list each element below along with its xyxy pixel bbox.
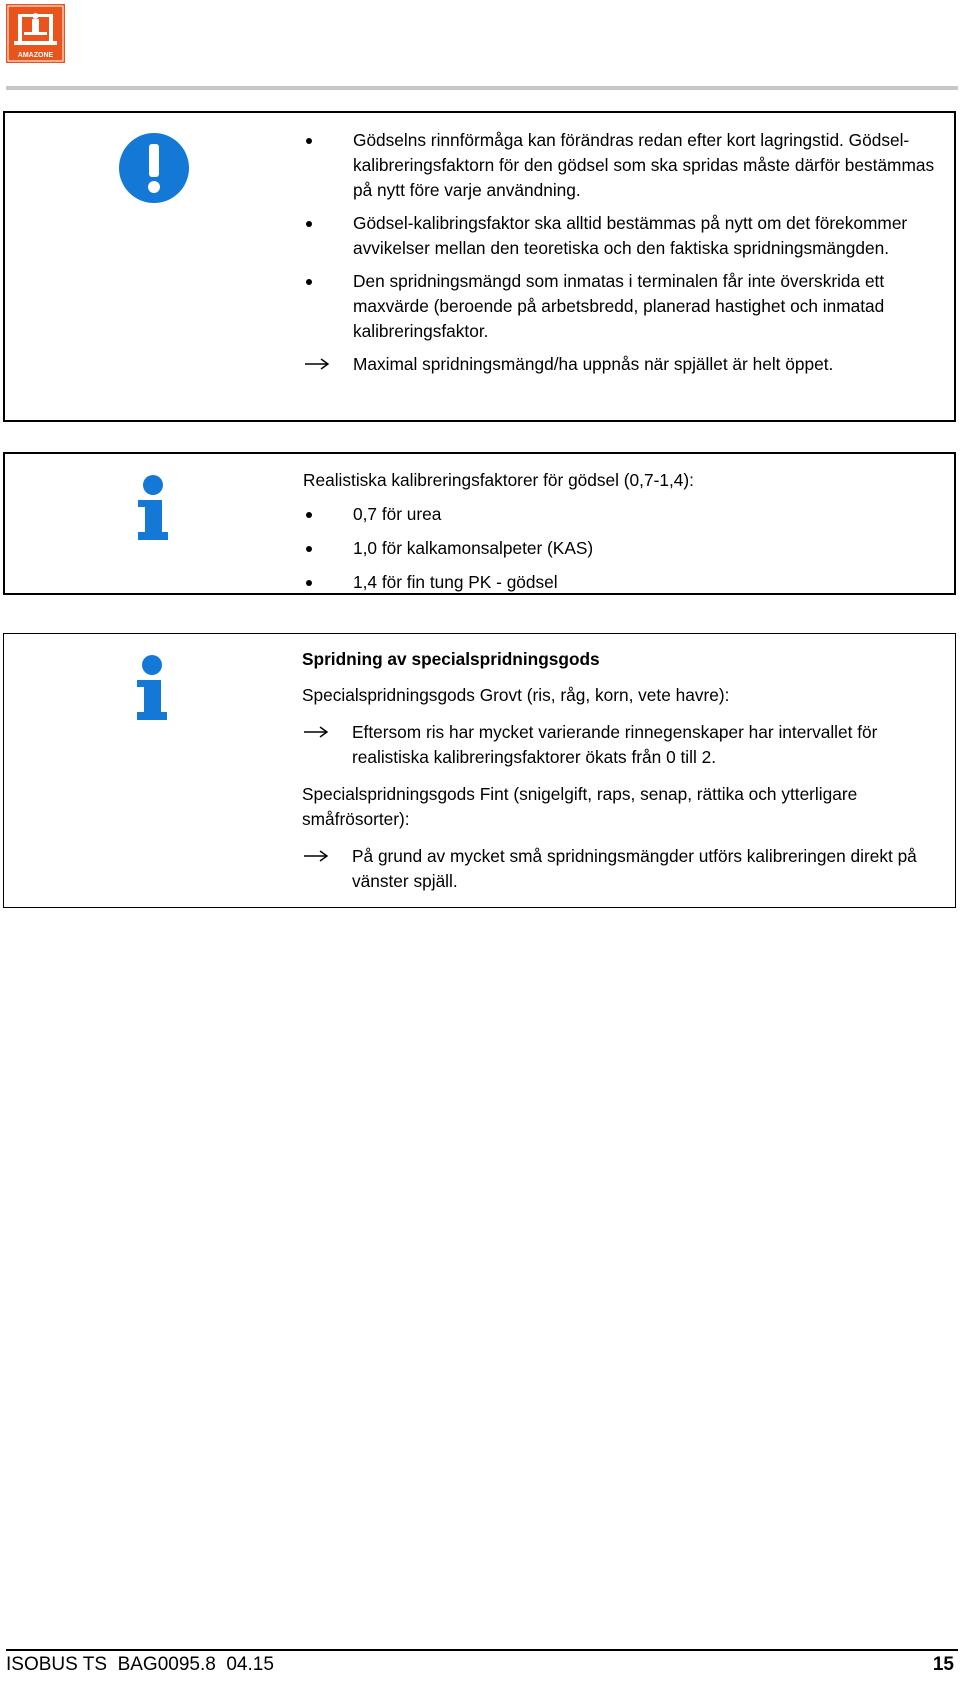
list-item bbox=[303, 502, 946, 527]
svg-text:AMAZONE: AMAZONE bbox=[17, 52, 54, 59]
fine-intro: Specialspridningsgods Fint (snigelgift, raps, senap, rättika och ytterligare småfrösorter): bbox=[302, 784, 858, 829]
list-item-text: 0,7 för urea bbox=[353, 504, 442, 524]
page-number: 15 bbox=[932, 1654, 954, 1675]
list-item-text: Gödselns rinnförmåga kan förändras redan efter kort lagringstid. Gödsel-kalibreringsfaktorn för den gödsel som ska spridas måste därför bestämmas på nytt före varje användning. bbox=[353, 130, 935, 200]
exclamation-icon bbox=[117, 131, 191, 205]
fine-note: På grund av mycket små spridningsmängder utförs kalibreringen direkt på vänster spjäll. bbox=[352, 846, 917, 891]
arrow-right-icon bbox=[302, 722, 332, 742]
list-item bbox=[303, 536, 946, 561]
info-intro: Realistiska kalibreringsfaktorer för gödsel (0,7-1,4): bbox=[303, 470, 694, 490]
list-item bbox=[302, 844, 947, 894]
arrow-right-icon bbox=[302, 846, 332, 866]
list-item-text: 1,4 för fin tung PK - gödsel bbox=[353, 572, 558, 592]
bullet-icon bbox=[306, 512, 312, 518]
coarse-intro: Specialspridningsgods Grovt (ris, råg, korn, vete havre): bbox=[302, 685, 730, 705]
warning-content bbox=[303, 128, 946, 377]
list-item bbox=[303, 570, 946, 595]
section-heading: Spridning av specialspridningsgods bbox=[302, 649, 600, 669]
footer-doc-ref: ISOBUS TS BAG0095.8 04.15 bbox=[6, 1654, 274, 1675]
warning-box bbox=[3, 111, 956, 422]
info-content-1 bbox=[303, 468, 946, 595]
info-content-2 bbox=[302, 647, 947, 894]
list-item-text: Den spridningsmängd som inmatas i terminalen får inte överskrida ett maxvärde (beroende på arbetsbredd, planerad hastighet och inmatad kalibreringsfaktor. bbox=[353, 271, 885, 341]
arrow-right-icon bbox=[303, 354, 333, 374]
list-item-text: Maximal spridningsmängd/ha uppnås när spjället är helt öppet. bbox=[353, 354, 834, 374]
amazone-logo bbox=[6, 4, 65, 63]
info-box-special-spreading bbox=[3, 633, 956, 908]
info-box-calibration bbox=[3, 452, 956, 595]
bullet-icon bbox=[306, 221, 312, 227]
list-item bbox=[303, 352, 946, 377]
bullet-icon bbox=[306, 279, 312, 285]
bullet-icon bbox=[306, 546, 312, 552]
info-icon bbox=[131, 654, 173, 724]
list-item-text: 1,0 för kalkamonsalpeter (KAS) bbox=[353, 538, 594, 558]
list-item bbox=[303, 269, 946, 344]
bullet-icon bbox=[306, 580, 312, 586]
footer-rule bbox=[6, 1649, 958, 1651]
list-item-text: Gödsel-kalibringsfaktor ska alltid bestämmas på nytt om det förekommer avvikelser mellan den teoretiska och den faktiska spridningsmängden. bbox=[353, 213, 908, 258]
info-icon bbox=[132, 474, 174, 544]
header-rule bbox=[6, 86, 958, 90]
coarse-note: Eftersom ris har mycket varierande rinnegenskaper har intervallet för realistiska kalibreringsfaktorer ökats från 0 till 2. bbox=[352, 722, 878, 767]
list-item bbox=[303, 211, 946, 261]
list-item bbox=[302, 720, 947, 770]
bullet-icon bbox=[306, 138, 312, 144]
list-item bbox=[303, 128, 946, 203]
